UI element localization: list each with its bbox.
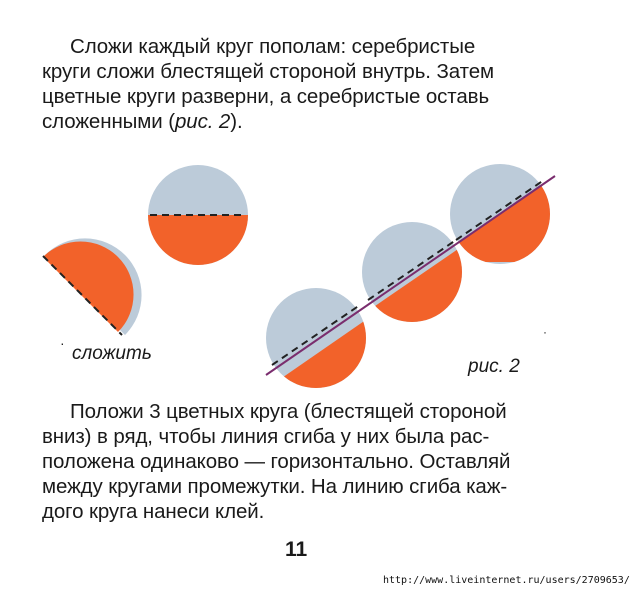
figure-caption: рис. 2 (468, 356, 520, 377)
footer-url[interactable]: http://www.liveinternet.ru/users/2709653/ (383, 575, 630, 586)
page-number: 11 (285, 538, 308, 561)
instruction-paragraph-2 (42, 399, 582, 524)
diagonal-circle-1 (250, 288, 380, 400)
figure-reference: рис. 2 (174, 110, 231, 133)
paragraph-2-line-3: положена одинаково — горизонтально. Оставляй (42, 450, 511, 473)
paragraph-1-line-1: Сложи каждый круг пополам: серебристые (70, 35, 476, 58)
paragraph-1-line-4-text: сложенными ( (42, 110, 175, 133)
paragraph-2-line-2: вниз) в ряд, чтобы линия сгиба у них была рас- (42, 425, 490, 448)
paragraph-2-line-1: Положи 3 цветных круга (блестящей стороной (70, 400, 507, 423)
paragraph-1-line-2: круги сложи блестящей стороной внутрь. Затем (42, 60, 494, 83)
paragraph-2-line-5: дого круга нанеси клей. (42, 500, 265, 523)
folded-circle (43, 238, 142, 335)
unfolded-circle (148, 165, 248, 265)
fold-label: сложить (72, 343, 152, 364)
caption-dot: · (543, 325, 547, 339)
paragraph-1-line-3: цветные круги разверни, а серебристые оставь (42, 85, 490, 108)
alignment-line (266, 176, 555, 375)
paragraph-2-line-4: между кругами промежутки. На линию сгиба каж- (42, 475, 508, 498)
paragraph-1-tail: ). (230, 110, 243, 133)
orange-half-bottom (148, 215, 248, 265)
bullet-dot: · (60, 335, 65, 351)
